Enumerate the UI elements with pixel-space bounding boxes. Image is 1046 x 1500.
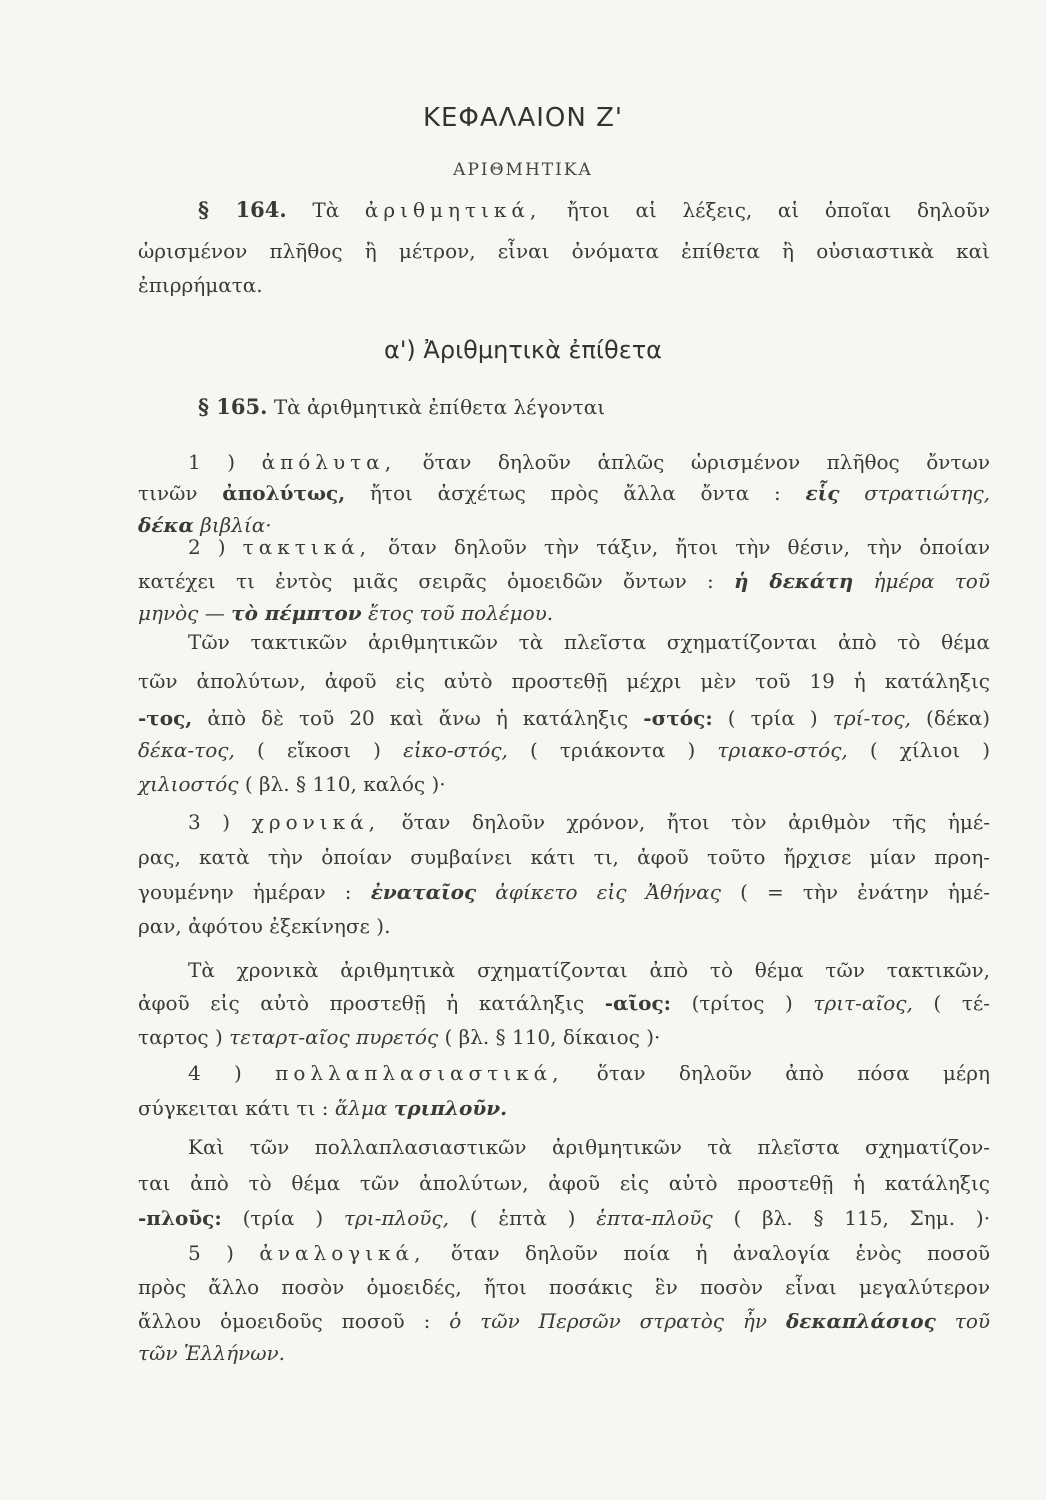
item-5-line-4: τῶν Ἑλλήνων. [138, 1341, 286, 1365]
item-2-para-line-1: Τῶν τακτικῶν ἀριθμητικῶν τὰ πλεῖστα σχηματίζονται ἀπὸ τὸ θέμα [188, 630, 990, 654]
item-4-line-2: σύγκειται κάτι τι : ἅλμα τριπλοῦν. [138, 1096, 508, 1120]
item-5-line-3: ἄλλου ὁμοειδοῦς ποσοῦ : ὁ τῶν Περσῶν στρατὸς ἦν δεκαπλάσιος τοῦ [138, 1309, 991, 1333]
item-2-line-3: μηνὸς — τὸ πέμπτον ἔτος τοῦ πολέμου. [138, 601, 554, 625]
chapter-title: ΚΕΦΑΛΑΙΟΝ Ζ' [422, 103, 624, 133]
term-taktika: τακτικά, [242, 535, 371, 559]
item-2-para-line-5: χιλιοστός ( βλ. § 110, καλός )· [138, 772, 446, 796]
item-2-line-2: κατέχει τι ἐντὸς μιᾶς σειρᾶς ὁμοειδῶν ὄντων : ἡ δεκάτη ἡμέρα τοῦ [138, 569, 990, 593]
item-3-line-3: γουμένην ἡμέραν : ἐναταῖος ἀφίκετο εἰς Ἀθήνας ( = τὴν ἐνάτην ἡμέ- [138, 880, 991, 904]
item-3-line-1: 3 ) χρονικά, ὅταν δηλοῦν χρόνον, ἤτοι τὸν ἀριθμὸν τῆς ἡμέ- [188, 810, 991, 834]
item-3-line-2: ρας, κατὰ τὴν ὁποίαν συμβαίνει κάτι τι, ἀφοῦ τοῦτο ἤρχισε μίαν προη- [138, 845, 990, 869]
item-5-line-2: πρὸς ἄλλο ποσὸν ὁμοειδές, ἤτοι ποσάκις ἓν ποσὸν εἶναι μεγαλύτερον [138, 1275, 990, 1299]
item-2-para-line-3: -τος, ἀπὸ δὲ τοῦ 20 καὶ ἄνω ἡ κατάληξις -στός: ( τρία ) τρί-τος, (δέκα) [138, 706, 991, 730]
item-1-line-1: 1 ) ἀπόλυτα, ὅταν δηλοῦν ἁπλῶς ὡρισμένον πλῆθος ὄντων [188, 450, 990, 474]
item-3-line-4: ραν, ἀφότου ἐξεκίνησε ). [138, 914, 391, 938]
item-4-line-1: 4 ) πολλαπλασιαστικά, ὅταν δηλοῦν ἀπὸ πόσα μέρη [188, 1061, 991, 1085]
item-4-para-line-3: -πλοῦς: (τρία ) τρι-πλοῦς, ( ἑπτὰ ) ἑπτα-πλοῦς ( βλ. § 115, Σημ. )· [138, 1206, 991, 1230]
term-arithmetika: ἀριθμητικά, [364, 198, 542, 222]
paragraph-164-line-3: ἐπιρρήματα. [138, 273, 263, 297]
term-chronika: χρονικά, [251, 810, 380, 834]
item-3-para-line-3: ταρτος ) τεταρτ-αῖος πυρετός ( βλ. § 110, δίκαιος )· [138, 1025, 661, 1049]
item-1-line-2: τινῶν ἀπολύτως, ἤτοι ἀσχέτως πρὸς ἄλλα ὄντα : εἷς στρατιώτης, [138, 481, 991, 505]
item-5-line-1: 5 ) ἀναλογικά, ὅταν δηλοῦν ποία ἡ ἀναλογία ἑνὸς ποσοῦ [188, 1241, 991, 1265]
item-1-line-3: δέκα βιβλία· [138, 513, 272, 537]
paragraph-164-line-2: ὡρισμένον πλῆθος ἢ μέτρον, εἶναι ὀνόματα ἐπίθετα ἢ οὐσιαστικὰ καὶ [138, 239, 990, 263]
term-analogika: ἀναλογικά, [259, 1241, 426, 1265]
term-pollaplasiastika: πολλαπλασιαστικά, [275, 1061, 564, 1085]
paragraph-165-intro: § 165. Τὰ ἀριθμητικὰ ἐπίθετα λέγονται [198, 394, 606, 419]
term-apolyta: ἀπόλυτα, [261, 450, 397, 474]
item-2-para-line-2: τῶν ἀπολύτων, ἀφοῦ εἰς αὐτὸ προστεθῇ μέχρι μὲν τοῦ 19 ἡ κατάληξις [138, 669, 990, 693]
paragraph-164-line-1: § 164. Τὰ ἀριθμητικά, ἤτοι αἱ λέξεις, αἱ ὁποῖαι δηλοῦν [198, 197, 990, 222]
item-2-line-1: 2 ) τακτικά, ὅταν δηλοῦν τὴν τάξιν, ἤτοι τὴν θέσιν, τὴν ὁποίαν [188, 535, 990, 559]
section-number-165: § 165. [198, 394, 268, 419]
item-4-para-line-2: ται ἀπὸ τὸ θέμα τῶν ἀπολύτων, ἀφοῦ εἰς αὐτὸ προστεθῇ ἡ κατάληξις [138, 1171, 990, 1195]
item-4-para-line-1: Καὶ τῶν πολλαπλασιαστικῶν ἀριθμητικῶν τὰ πλεῖστα σχηματίζον- [188, 1135, 990, 1159]
section-heading: α') Ἀριθμητικὰ ἐπίθετα [384, 336, 662, 364]
chapter-subtitle: ΑΡΙΘΜΗΤΙΚΑ [453, 160, 593, 180]
section-number-164: § 164. [198, 197, 287, 222]
item-3-para-line-1: Τὰ χρονικὰ ἀριθμητικὰ σχηματίζονται ἀπὸ τὸ θέμα τῶν τακτικῶν, [188, 958, 990, 982]
item-2-para-line-4: δέκα-τος, ( εἴκοσι ) εἰκο-στός, ( τριάκοντα ) τριακο-στός, ( χίλιοι ) [138, 738, 991, 762]
item-3-para-line-2: ἀφοῦ εἰς αὐτὸ προστεθῇ ἡ κατάληξις -αῖος: (τρίτος ) τριτ-αῖος, ( τέ- [138, 991, 990, 1015]
